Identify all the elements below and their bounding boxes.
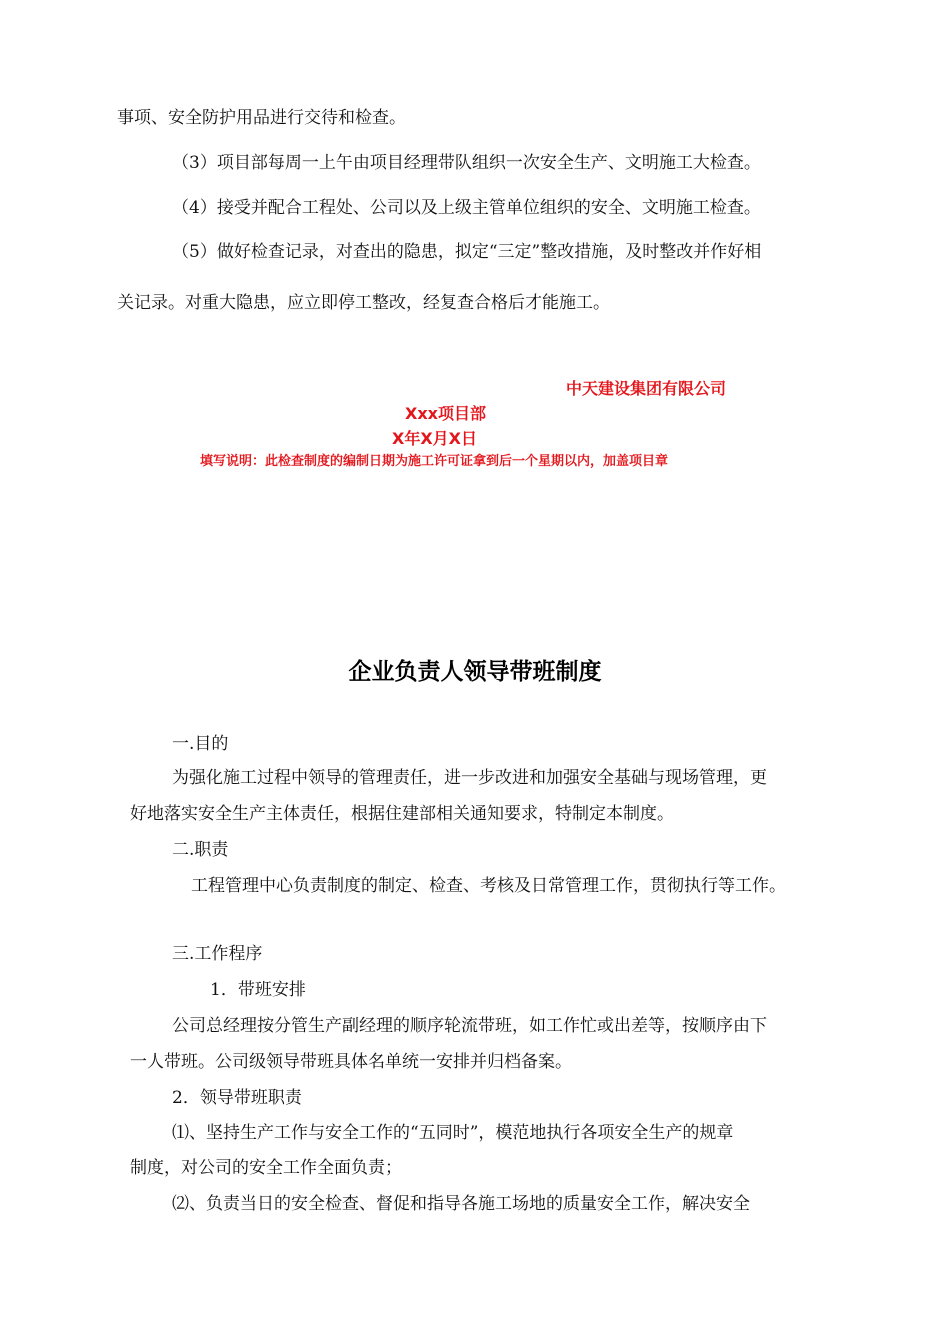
filling-instruction-note: 填写说明：此检查制度的编制日期为施工许可证拿到后一个星期以内，加盖项目章	[200, 454, 669, 469]
section-heading-duty: 二.职责	[172, 840, 229, 860]
body-line-5: 关记录。对重大隐患，应立即停工整改，经复查合格后才能施工。	[117, 293, 610, 313]
duty-line-1: 工程管理中心负责制度的制定、检查、考核及日常管理工作，贯彻执行等工作。	[191, 876, 786, 896]
duties-item-1-line-2: 制度，对公司的安全工作全面负责；	[130, 1158, 402, 1178]
duties-item-2-line-1: ⑵、负责当日的安全检查、督促和指导各施工场地的质量安全工作，解决安全	[172, 1194, 750, 1214]
section-heading-purpose: 一.目的	[172, 734, 229, 754]
subsection-shift-arrangement: 1．带班安排	[210, 980, 306, 1000]
body-line-2: （3）项目部每周一上午由项目经理带队组织一次安全生产、文明施工大检查。	[172, 153, 761, 173]
signature-department: Xxx项目部	[405, 404, 486, 423]
signature-company: 中天建设集团有限公司	[566, 379, 727, 398]
arrangement-line-1: 公司总经理按分管生产副经理的顺序轮流带班，如工作忙或出差等，按顺序由下	[172, 1016, 767, 1036]
purpose-line-1: 为强化施工过程中领导的管理责任，进一步改进和加强安全基础与现场管理，更	[172, 768, 767, 788]
section-heading-procedure: 三.工作程序	[172, 944, 263, 964]
signature-date: X年X月X日	[392, 429, 478, 448]
purpose-line-2: 好地落实安全生产主体责任，根据住建部相关通知要求，特制定本制度。	[130, 804, 674, 824]
duties-item-1-line-1: ⑴、坚持生产工作与安全工作的“五同时”，模范地执行各项安全生产的规章	[172, 1123, 734, 1143]
page-title: 企业负责人领导带班制度	[348, 659, 602, 685]
body-line-1: 事项、安全防护用品进行交待和检查。	[117, 108, 406, 128]
arrangement-line-2: 一人带班。公司级领导带班具体名单统一安排并归档备案。	[130, 1052, 572, 1072]
subsection-leader-duties: 2．领导带班职责	[172, 1088, 302, 1108]
body-line-4: （5）做好检查记录，对查出的隐患，拟定“三定”整改措施，及时整改并作好相	[172, 242, 762, 262]
body-line-3: （4）接受并配合工程处、公司以及上级主管单位组织的安全、文明施工检查。	[172, 198, 761, 218]
